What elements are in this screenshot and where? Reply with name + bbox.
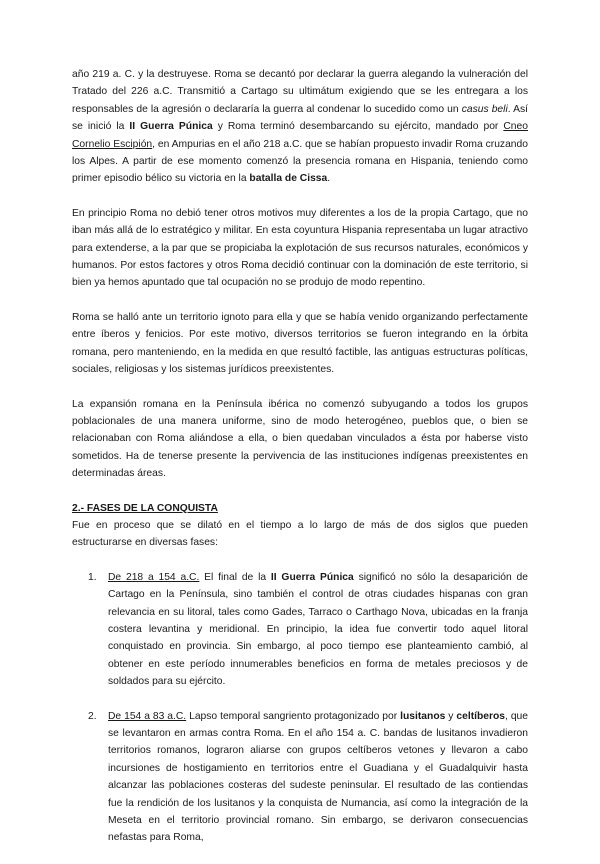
underlined-text: De 154 a 83 a.C.	[108, 710, 187, 722]
paragraph	[72, 309, 528, 379]
list-item-number: 1.	[88, 571, 97, 583]
section-intro: Fue en proceso que se dilató en el tiempo a lo largo de más de dos siglos que pueden estructurarse en diversas fases:	[72, 519, 528, 549]
paragraph	[72, 396, 528, 483]
bold-text: II Guerra Púnica	[129, 121, 213, 133]
text-run: y	[445, 710, 457, 722]
text-run: .	[327, 173, 331, 185]
text-run: En principio Roma no debió tener otros motivos muy diferentes a los de la propia Cartago, que no iban más allá de lo estratégico y militar. En esta coyuntura Hispania representaba un lugar atractivo para extenderse, a la par que se propiciaba la explotación de sus recursos naturales, económicos y humanos. Por estos factores y otros Roma decidió continuar con la dominación de este territorio, si bien ya hemos apuntado que tal ocupación no se produjo de modo repentino.	[72, 207, 528, 289]
list-item-text	[108, 572, 528, 687]
text-run: , en Ampurias en el año 218 a.C. que se habían propuesto invadir Roma cruzando los Alpes. A partir de ese momento comenzó la presencia romana en Hispania, teniendo como primer episodio bélico su victoria en la	[72, 138, 528, 185]
list-item	[72, 708, 528, 847]
bold-text: II Guerra Púnica	[270, 571, 354, 583]
text-run: El final de la	[199, 571, 271, 583]
list-item-number: 2.	[88, 710, 97, 722]
text-run: año 219 a. C. y la destruyese. Roma se decantó por declarar la guerra alegando la vulneración del Tratado del 226 a.C. Transmitió a Cartago su ultimátum exigiendo que se les entregara a los responsables de la agresión o declararía la guerra al condenar lo sucedido como un	[72, 69, 528, 115]
text-run: significó no sólo la desaparición de Cartago en la Península, sino también el control de otras ciudades hispanas con gran relevancia en su litoral, tales como Gades, Tarraco o Carthago Nova, ubicadas en la franja costera levantina y meridional. En principio, la idea fue convertir todo aquel litoral conquistado en provincia. Sin embargo, al poco tiempo ese planteamiento cambió, al obtener en este período innumerables beneficios en forma de metales preciosos y de soldados para su ejército.	[108, 571, 528, 688]
section-heading: 2.- FASES DE LA CONQUISTA	[72, 502, 218, 514]
list-item	[72, 569, 528, 691]
paragraph	[72, 205, 528, 292]
underlined-text: Cneo Cornelio Escipión	[72, 121, 528, 150]
italic-text: casus beli	[461, 103, 508, 115]
phases-list	[72, 569, 528, 847]
bold-text: batalla de Cissa	[249, 173, 328, 185]
list-item-text	[108, 711, 528, 844]
text-run: Roma se halló ante un territorio ignoto para ella y que se había venido organizando perfectamente entre íberos y fenicios. Por este motivo, diversos territorios se fueron integrando en la órbita romana, pero manteniendo, en la medida en que resultó factible, las antiguas estructuras políticas, sociales, religiosas y los sistemas jurídicos preexistentes.	[72, 311, 528, 376]
paragraph	[72, 66, 528, 188]
text-run: La expansión romana en la Península ibérica no comenzó subyugando a todos los grupos poblacionales de una manera uniforme, sino de modo heterogéneo, pueblos que, o bien se relacionaban con Roma aliándose a ella, o bien quedaban vinculados a ésta por haberse visto sometidos. Ha de tenerse presente la pervivencia de las instituciones indígenas preexistentes en determinadas áreas.	[72, 398, 528, 480]
document-body	[72, 66, 528, 864]
bold-text: lusitanos	[400, 710, 446, 722]
text-run: y Roma terminó desembarcando su ejército, mandado por	[212, 121, 504, 133]
underlined-text: De 218 a 154 a.C.	[108, 571, 200, 583]
text-run: , que se levantaron en armas contra Roma. En el año 154 a. C. bandas de lusitanos invadieron territorios romanos, lograron aliarse con grupos celtíberos vetones y llevaron a cabo incursiones de hostigamiento en territorios entre el Guadiana y el Guadalquivir hasta alcanzar las poblaciones costeras del sudeste peninsular. El resultado de las contiendas fue la rendición de los lusitanos y la conquista de Numancia, así como la integración de la Meseta en el territorio provincial romano. Sin embargo, se derivaron consecuencias nefastas para Roma,	[108, 710, 529, 844]
text-run: Lapso temporal sangriento protagonizado por	[186, 710, 401, 722]
text-run: . Así se inició la	[72, 103, 529, 133]
bold-text: celtíberos	[456, 710, 506, 722]
